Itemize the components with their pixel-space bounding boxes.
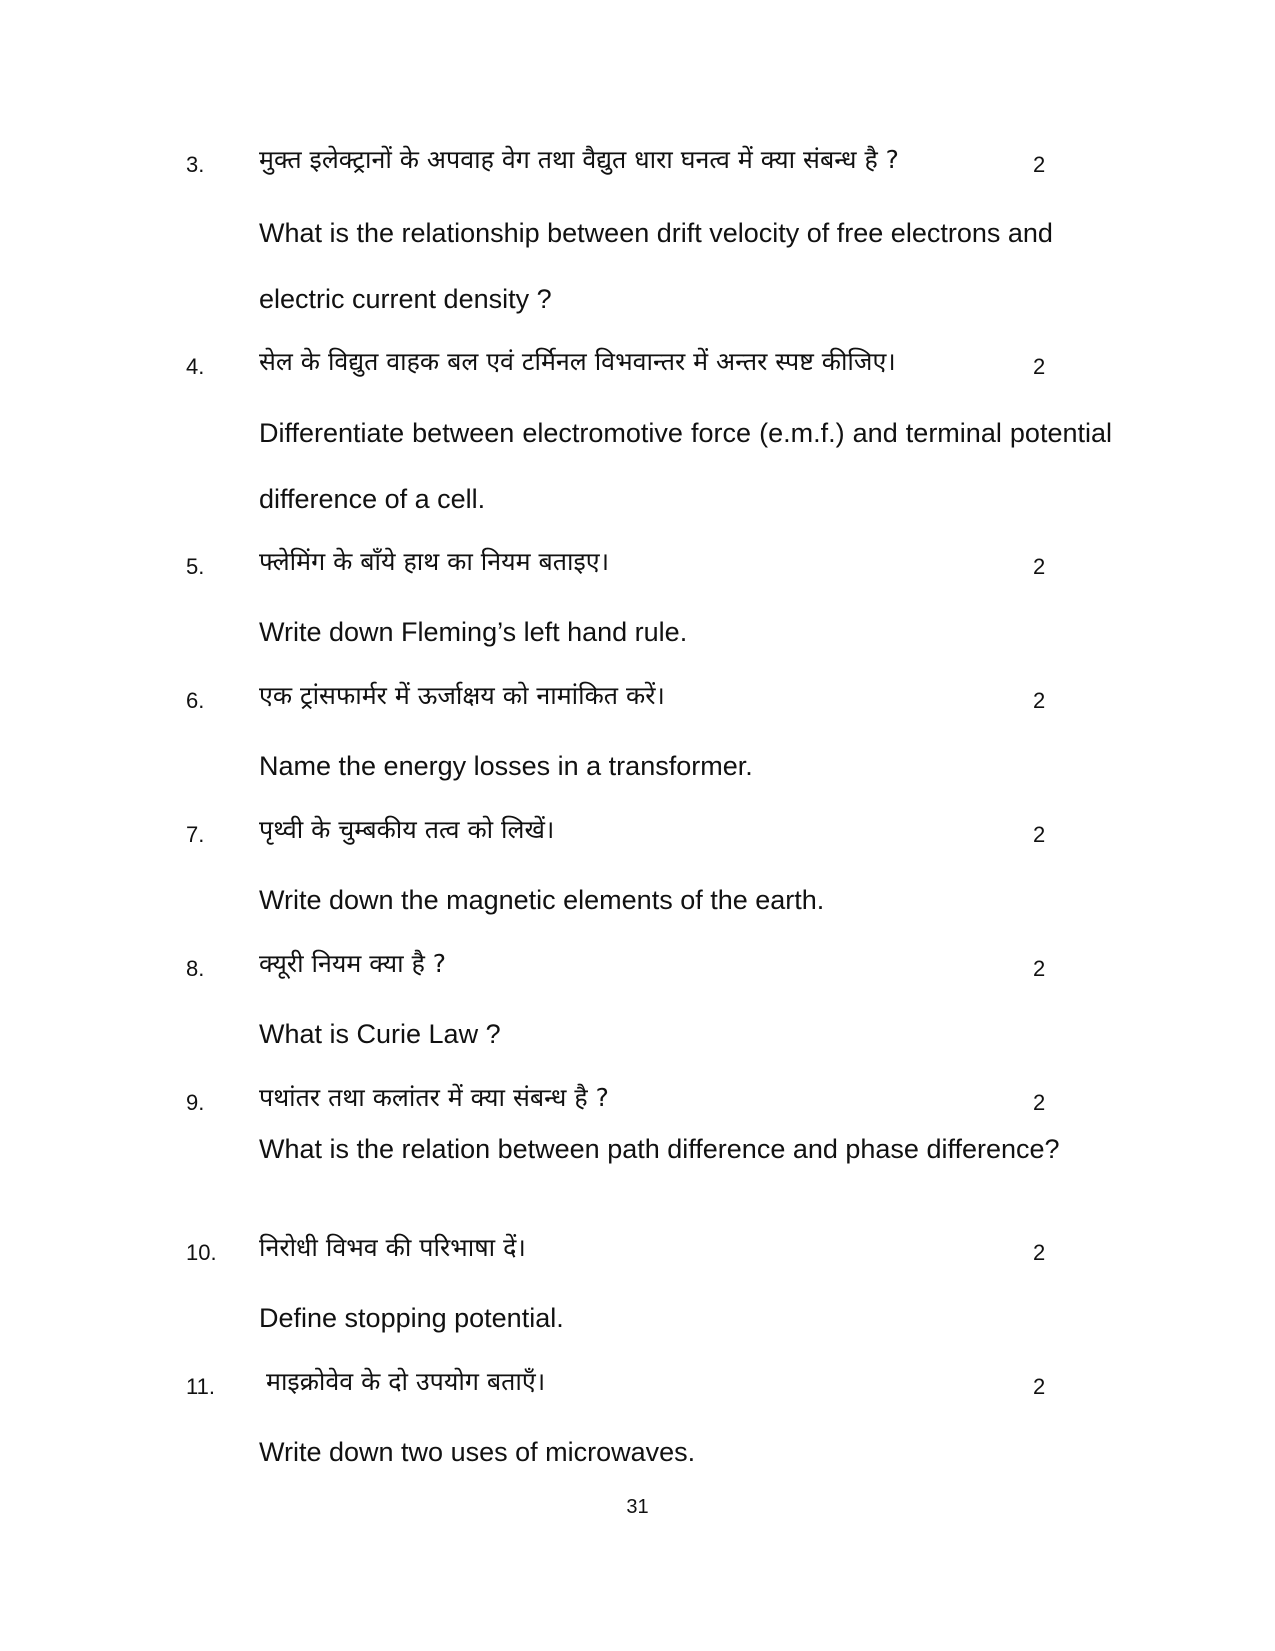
question-hindi-text: एक ट्रांसफार्मर में ऊर्जाक्षय को नामांकित करें। [259, 681, 665, 710]
question-hindi-text: क्यूरी नियम क्या है ? [259, 949, 447, 978]
question-marks: 2 [1033, 554, 1046, 579]
question-number: 6. [186, 688, 205, 713]
question-english-text: What is Curie Law ? [259, 1019, 501, 1049]
question-marks: 2 [1033, 688, 1046, 713]
question-number: 11. [186, 1374, 215, 1399]
question-number: 10. [186, 1240, 217, 1265]
question-number: 5. [186, 554, 205, 579]
question-hindi-text: पथांतर तथा कलांतर में क्या संबन्ध है ? [259, 1083, 609, 1112]
question-hindi-text: मुक्त इलेक्ट्रानों के अपवाह वेग तथा वैद्युत धारा घनत्व में क्या संबन्ध है ? [259, 145, 899, 174]
question-number: 9. [186, 1090, 205, 1115]
question-marks: 2 [1033, 956, 1046, 981]
page-number: 31 [626, 1496, 649, 1518]
question-marks: 2 [1033, 1374, 1046, 1399]
question-hindi-text: सेल के विद्युत वाहक बल एवं टर्मिनल विभवान्तर में अन्तर स्पष्ट कीजिए। [259, 347, 896, 376]
question-hindi-text: निरोधी विभव की परिभाषा दें। [259, 1233, 526, 1262]
question-hindi-text: पृथ्वी के चुम्बकीय तत्व को लिखें। [259, 815, 555, 844]
question-marks: 2 [1033, 822, 1046, 847]
question-english-text: Write down Fleming’s left hand rule. [259, 617, 688, 647]
question-english-text: Write down two uses of microwaves. [259, 1437, 696, 1467]
question-marks: 2 [1033, 1240, 1046, 1265]
question-marks: 2 [1033, 1090, 1046, 1115]
question-english-text: Differentiate between electromotive force (e.m.f.) and terminal potential difference of a cell. [259, 418, 1112, 514]
question-english-text: What is the relationship between drift velocity of free electrons and electric current density ? [259, 218, 1053, 314]
question-marks: 2 [1033, 354, 1046, 379]
question-number: 7. [186, 822, 205, 847]
question-english-text: What is the relation between path difference and phase difference? [259, 1134, 1060, 1164]
question-number: 3. [186, 152, 205, 177]
question-english-text: Name the energy losses in a transformer. [259, 751, 753, 781]
question-number: 8. [186, 956, 205, 981]
question-hindi-text: माइक्रोवेव के दो उपयोग बताएँ। [266, 1367, 546, 1396]
question-marks: 2 [1033, 152, 1046, 177]
question-hindi-text: फ्लेमिंग के बाँये हाथ का नियम बताइए। [259, 547, 610, 576]
question-english-text: Define stopping potential. [259, 1303, 564, 1333]
question-english-text: Write down the magnetic elements of the earth. [259, 885, 825, 915]
question-number: 4. [186, 354, 205, 379]
